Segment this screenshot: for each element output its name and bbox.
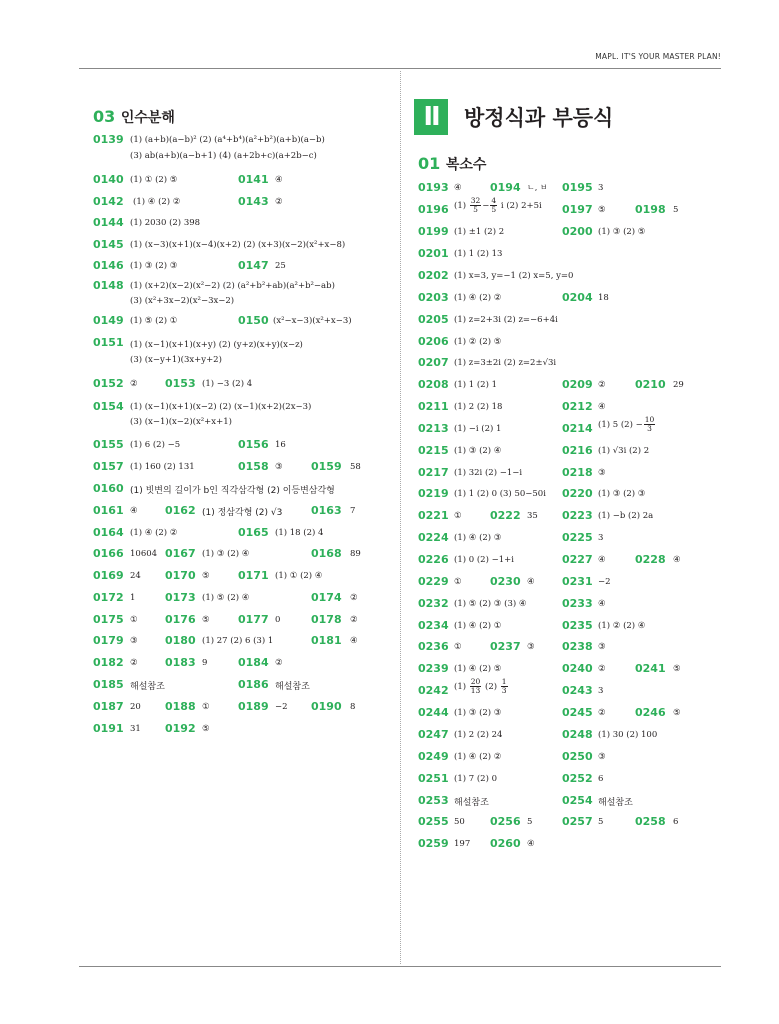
problem-number-0181: 0181 — [311, 634, 342, 647]
problem-number-0211: 0211 — [418, 400, 449, 413]
problem-number-0182: 0182 — [93, 656, 124, 669]
answer-0218: ③ — [598, 468, 606, 478]
problem-number-0188: 0188 — [165, 700, 196, 713]
fraction-denominator: 13 — [470, 686, 481, 695]
answer-0256: 5 — [527, 817, 533, 827]
problem-number-0145: 0145 — [93, 238, 124, 251]
problem-number-0189: 0189 — [238, 700, 269, 713]
chapter-badge: II — [414, 99, 448, 135]
problem-number-0212: 0212 — [562, 400, 593, 413]
problem-number-0143: 0143 — [238, 195, 269, 208]
problem-number-0236: 0236 — [418, 640, 449, 653]
answer-0194: ㄴ, ㅂ — [527, 183, 548, 192]
problem-number-0153: 0153 — [165, 377, 196, 390]
answer-0164: (1) ④ (2) ② — [130, 528, 178, 538]
problem-number-0150: 0150 — [238, 314, 269, 327]
answer-0208: (1) 1 (2) 1 — [454, 380, 498, 390]
top-rule — [79, 68, 721, 69]
problem-number-0243: 0243 — [562, 684, 593, 697]
problem-number-0174: 0174 — [311, 591, 342, 604]
problem-number-0200: 0200 — [562, 225, 593, 238]
answer-0244: (1) ③ (2) ③ — [454, 708, 502, 718]
problem-number-0169: 0169 — [93, 569, 124, 582]
problem-number-0254: 0254 — [562, 794, 593, 807]
problem-number-0258: 0258 — [635, 815, 666, 828]
problem-number-0248: 0248 — [562, 728, 593, 741]
problem-number-0214: 0214 — [562, 422, 593, 435]
answer-0206: (1) ② (2) ⑤ — [454, 337, 502, 347]
answer-0211: (1) 2 (2) 18 — [454, 402, 503, 412]
problem-number-0246: 0246 — [635, 706, 666, 719]
problem-number-0237: 0237 — [490, 640, 521, 653]
header-tagline: MAPL. IT'S YOUR MASTER PLAN! — [595, 52, 721, 61]
problem-number-0240: 0240 — [562, 662, 593, 675]
chapter-title: 방정식과 부등식 — [464, 106, 614, 130]
answer-0171: (1) ① (2) ④ — [275, 571, 323, 581]
answer-0196-rest: i (2) 2+5i — [500, 201, 542, 211]
problem-number-0239: 0239 — [418, 662, 449, 675]
problem-number-0199: 0199 — [418, 225, 449, 238]
problem-number-0230: 0230 — [490, 575, 521, 588]
fraction — [470, 197, 482, 214]
problem-number-0259: 0259 — [418, 837, 449, 850]
problem-number-0235: 0235 — [562, 619, 593, 632]
problem-number-0217: 0217 — [418, 466, 449, 479]
answer-0175: ① — [130, 615, 138, 625]
problem-number-0192: 0192 — [165, 722, 196, 735]
answer-0219: (1) 1 (2) 0 (3) 50−50i — [454, 489, 546, 499]
answer-0207: (1) z=3±2i (2) z=2±√3i — [454, 358, 557, 368]
answer-0249: (1) ④ (2) ② — [454, 752, 502, 762]
answer-0237: ③ — [527, 642, 535, 652]
answer-0188: ① — [202, 702, 210, 712]
answer-0143: ② — [275, 197, 283, 207]
problem-number-0156: 0156 — [238, 438, 269, 451]
problem-number-0140: 0140 — [93, 173, 124, 186]
problem-number-0202: 0202 — [418, 269, 449, 282]
problem-number-0242: 0242 — [418, 684, 449, 697]
answer-0214-label: (1) 5 (2) − — [598, 420, 643, 430]
answer-0215: (1) ③ (2) ④ — [454, 446, 502, 456]
problem-number-0176: 0176 — [165, 613, 196, 626]
problem-number-0144: 0144 — [93, 216, 124, 229]
answer-0146: (1) ③ (2) ③ — [130, 261, 178, 271]
fraction — [501, 678, 508, 695]
answer-0183: 9 — [202, 658, 208, 668]
answer-0147: 25 — [275, 261, 286, 271]
problem-number-0224: 0224 — [418, 531, 449, 544]
answer-0153: (1) −3 (2) 4 — [202, 379, 253, 389]
answer-0149: (1) ⑤ (2) ① — [130, 316, 178, 326]
problem-number-0226: 0226 — [418, 553, 449, 566]
answer-0152: ② — [130, 379, 138, 389]
problem-number-0164: 0164 — [93, 526, 124, 539]
problem-number-0228: 0228 — [635, 553, 666, 566]
problem-number-0147: 0147 — [238, 259, 269, 272]
answer-0212: ④ — [598, 402, 606, 412]
chapter-heading — [414, 99, 613, 135]
answer-0227: ④ — [598, 555, 606, 565]
answer-0242-label: (1) — [454, 682, 467, 692]
problem-number-0227: 0227 — [562, 553, 593, 566]
problem-number-0163: 0163 — [311, 504, 342, 517]
problem-number-0158: 0158 — [238, 460, 269, 473]
problem-number-0139: 0139 — [93, 133, 124, 146]
answer-0196 — [454, 197, 542, 214]
answer-0144: (1) 2030 (2) 398 — [130, 218, 201, 228]
problem-number-0161: 0161 — [93, 504, 124, 517]
answer-0195: 3 — [598, 183, 604, 193]
answer-0178: ② — [350, 615, 358, 625]
answer-0252: 6 — [598, 774, 604, 784]
answer-0186: 해설참조 — [275, 682, 310, 692]
problem-number-0170: 0170 — [165, 569, 196, 582]
fraction-numerator: 10 — [644, 415, 655, 424]
answer-0204: 18 — [598, 293, 609, 303]
problem-number-0151: 0151 — [93, 336, 124, 349]
answer-0185: 해설참조 — [130, 682, 165, 692]
problem-number-0175: 0175 — [93, 613, 124, 626]
problem-number-0159: 0159 — [311, 460, 342, 473]
answer-0193: ④ — [454, 183, 462, 193]
problem-number-0205: 0205 — [418, 313, 449, 326]
problem-number-0251: 0251 — [418, 772, 449, 785]
answer-0250: ③ — [598, 752, 606, 762]
problem-number-0142: 0142 — [93, 195, 124, 208]
fraction-numerator: 1 — [501, 677, 507, 686]
answer-0209: ② — [598, 380, 606, 390]
problem-number-0244: 0244 — [418, 706, 449, 719]
answer-0181: ④ — [350, 636, 358, 646]
problem-number-0231: 0231 — [562, 575, 593, 588]
answer-0217: (1) 32i (2) −1−i — [454, 468, 523, 478]
problem-number-0193: 0193 — [418, 181, 449, 194]
answer-0260: ④ — [527, 839, 535, 849]
answer-0239: (1) ④ (2) ⑤ — [454, 664, 502, 674]
problem-number-0180: 0180 — [165, 634, 196, 647]
answer-0240: ② — [598, 664, 606, 674]
answer-0184: ② — [275, 658, 283, 668]
problem-number-0219: 0219 — [418, 487, 449, 500]
answer-0234: (1) ④ (2) ① — [454, 621, 502, 631]
answer-0161: ④ — [130, 506, 138, 516]
problem-number-0141: 0141 — [238, 173, 269, 186]
problem-number-0220: 0220 — [562, 487, 593, 500]
problem-number-0250: 0250 — [562, 750, 593, 763]
problem-number-0162: 0162 — [165, 504, 196, 517]
problem-number-0166: 0166 — [93, 547, 124, 560]
answer-0253: 해설참조 — [454, 798, 489, 808]
answer-0245: ② — [598, 708, 606, 718]
problem-number-0256: 0256 — [490, 815, 521, 828]
problem-number-0213: 0213 — [418, 422, 449, 435]
problem-number-0148: 0148 — [93, 279, 124, 292]
answer-0151: (1) (x−1)(x+1)(x+y) (2) (y+z)(x+y)(x−z) — [130, 340, 303, 350]
answer-0173: (1) ⑤ (2) ④ — [202, 593, 250, 603]
right-section-title: 복소수 — [445, 157, 487, 173]
answer-0205: (1) z=2+3i (2) z=−6+4i — [454, 315, 558, 325]
answer-0241: ⑤ — [673, 664, 681, 674]
fraction-numerator: 4 — [491, 196, 497, 205]
answer-0141: ④ — [275, 175, 283, 185]
problem-number-0249: 0249 — [418, 750, 449, 763]
answer-0191: 31 — [130, 724, 141, 734]
answer-0200: (1) ③ (2) ⑤ — [598, 227, 646, 237]
problem-number-0172: 0172 — [93, 591, 124, 604]
problem-number-0167: 0167 — [165, 547, 196, 560]
problem-number-0179: 0179 — [93, 634, 124, 647]
right-section-number: 01 — [418, 154, 441, 173]
answer-0235: (1) ② (2) ④ — [598, 621, 646, 631]
answer-0257: 5 — [598, 817, 604, 827]
answer-0198: 5 — [673, 205, 679, 215]
answer-0224: (1) ④ (2) ③ — [454, 533, 502, 543]
problem-number-0247: 0247 — [418, 728, 449, 741]
answer-0197: ⑤ — [598, 205, 606, 215]
answer-0199: (1) ±1 (2) 2 — [454, 227, 505, 237]
problem-number-0257: 0257 — [562, 815, 593, 828]
answer-0196-label: (1) — [454, 201, 467, 211]
problem-number-0190: 0190 — [311, 700, 342, 713]
problem-number-0173: 0173 — [165, 591, 196, 604]
answer-0243: 3 — [598, 686, 604, 696]
fraction — [644, 416, 656, 433]
problem-number-0178: 0178 — [311, 613, 342, 626]
answer-0230: ④ — [527, 577, 535, 587]
answer-0229: ① — [454, 577, 462, 587]
problem-number-0252: 0252 — [562, 772, 593, 785]
problem-number-0201: 0201 — [418, 247, 449, 260]
problem-number-0171: 0171 — [238, 569, 269, 582]
problem-number-0183: 0183 — [165, 656, 196, 669]
answer-0210: 29 — [673, 380, 684, 390]
answer-0165: (1) 18 (2) 4 — [275, 528, 324, 538]
answer-0247: (1) 2 (2) 24 — [454, 730, 503, 740]
answer-0166: 10604 — [130, 549, 158, 559]
answer-0182: ② — [130, 658, 138, 668]
problem-number-0149: 0149 — [93, 314, 124, 327]
problem-number-0223: 0223 — [562, 509, 593, 522]
problem-number-0196: 0196 — [418, 203, 449, 216]
problem-number-0210: 0210 — [635, 378, 666, 391]
problem-number-0234: 0234 — [418, 619, 449, 632]
problem-number-0197: 0197 — [562, 203, 593, 216]
answer-0228: ④ — [673, 555, 681, 565]
answer-0189: −2 — [275, 702, 288, 712]
problem-number-0191: 0191 — [93, 722, 124, 735]
problem-number-0241: 0241 — [635, 662, 666, 675]
problem-number-0208: 0208 — [418, 378, 449, 391]
fraction-numerator: 20 — [470, 677, 481, 686]
problem-number-0225: 0225 — [562, 531, 593, 544]
answer-0213: (1) −i (2) 1 — [454, 424, 502, 434]
problem-number-0245: 0245 — [562, 706, 593, 719]
problem-number-0187: 0187 — [93, 700, 124, 713]
answer-0254: 해설참조 — [598, 798, 633, 808]
answer-0225: 3 — [598, 533, 604, 543]
answer-0163: 7 — [350, 506, 356, 516]
answer-0251: (1) 7 (2) 0 — [454, 774, 498, 784]
answer-0232: (1) ⑤ (2) ③ (3) ④ — [454, 599, 527, 609]
answer-0255: 50 — [454, 817, 465, 827]
answer-0139-cont: (3) ab(a+b)(a−b+1) (4) (a+2b+c)(a+2b−c) — [130, 151, 317, 161]
problem-number-0233: 0233 — [562, 597, 593, 610]
problem-number-0185: 0185 — [93, 678, 124, 691]
answer-0167: (1) ③ (2) ④ — [202, 549, 250, 559]
answer-0151-cont: (3) (x−y+1)(3x+y+2) — [130, 355, 222, 365]
problem-number-0260: 0260 — [490, 837, 521, 850]
problem-number-0218: 0218 — [562, 466, 593, 479]
answer-0242 — [454, 678, 509, 695]
problem-number-0204: 0204 — [562, 291, 593, 304]
problem-number-0155: 0155 — [93, 438, 124, 451]
right-section-heading — [418, 154, 486, 174]
answer-0242-part2: (2) — [485, 682, 498, 692]
problem-number-0198: 0198 — [635, 203, 666, 216]
answer-0154-cont: (3) (x−1)(x−2)(x²+x+1) — [130, 417, 232, 427]
problem-number-0216: 0216 — [562, 444, 593, 457]
problem-number-0152: 0152 — [93, 377, 124, 390]
answer-0176: ⑤ — [202, 615, 210, 625]
left-section-heading — [93, 107, 175, 127]
answer-0202: (1) x=3, y=−1 (2) x=5, y=0 — [454, 271, 574, 281]
answer-0238: ③ — [598, 642, 606, 652]
answer-0162: (1) 정삼각형 (2) √3 — [202, 508, 283, 518]
answer-0158: ③ — [275, 462, 283, 472]
answer-0259: 197 — [454, 839, 471, 849]
problem-number-0160: 0160 — [93, 482, 124, 495]
answer-0148: (1) (x+2)(x−2)(x²−2) (2) (a²+b²+ab)(a²+b²−ab) — [130, 281, 335, 291]
answer-0140: (1) ① (2) ⑤ — [130, 175, 178, 185]
problem-number-0146: 0146 — [93, 259, 124, 272]
answer-0172: 1 — [130, 593, 136, 603]
problem-number-0232: 0232 — [418, 597, 449, 610]
fraction-denominator: 5 — [473, 205, 478, 214]
fraction-numerator: 32 — [470, 196, 481, 205]
answer-0246: ⑤ — [673, 708, 681, 718]
problem-number-0184: 0184 — [238, 656, 269, 669]
answer-0168: 89 — [350, 549, 361, 559]
problem-number-0229: 0229 — [418, 575, 449, 588]
answer-0233: ④ — [598, 599, 606, 609]
answer-0157: (1) 160 (2) 131 — [130, 462, 195, 472]
left-section-title: 인수분해 — [120, 110, 175, 126]
answer-0190: 8 — [350, 702, 356, 712]
answer-0201: (1) 1 (2) 13 — [454, 249, 503, 259]
answer-0177: 0 — [275, 615, 281, 625]
problem-number-0186: 0186 — [238, 678, 269, 691]
minus-sign: − — [482, 201, 490, 211]
answer-0174: ② — [350, 593, 358, 603]
answer-0145: (1) (x−3)(x+1)(x−4)(x+2) (2) (x+3)(x−2)(x²+x−8) — [130, 240, 346, 250]
answer-0159: 58 — [350, 462, 361, 472]
answer-0221: ① — [454, 511, 462, 521]
problem-number-0154: 0154 — [93, 400, 124, 413]
answer-0148-cont: (3) (x²+3x−2)(x²−3x−2) — [130, 296, 235, 306]
problem-number-0203: 0203 — [418, 291, 449, 304]
answer-0139: (1) (a+b)(a−b)² (2) (a⁴+b⁴)(a²+b²)(a+b)(a−b) — [130, 135, 325, 145]
answer-0160: (1) 빗변의 길이가 b인 직각삼각형 (2) 이등변삼각형 — [130, 486, 335, 496]
fraction-denominator: 3 — [647, 424, 652, 433]
column-divider — [400, 71, 401, 964]
problem-number-0157: 0157 — [93, 460, 124, 473]
problem-number-0194: 0194 — [490, 181, 521, 194]
answer-0223: (1) −b (2) 2a — [598, 511, 654, 521]
problem-number-0253: 0253 — [418, 794, 449, 807]
answer-0222: 35 — [527, 511, 538, 521]
fraction-denominator: 3 — [501, 686, 507, 695]
problem-number-0238: 0238 — [562, 640, 593, 653]
problem-number-0255: 0255 — [418, 815, 449, 828]
answer-0231: −2 — [598, 577, 611, 587]
problem-number-0209: 0209 — [562, 378, 593, 391]
answer-0150: (x²−x−3)(x²+x−3) — [273, 316, 352, 326]
answer-0169: 24 — [130, 571, 141, 581]
answer-0187: 20 — [130, 702, 141, 712]
answer-0203: (1) ④ (2) ② — [454, 293, 502, 303]
answer-0180: (1) 27 (2) 6 (3) 1 — [202, 636, 274, 646]
problem-number-0222: 0222 — [490, 509, 521, 522]
problem-number-0206: 0206 — [418, 335, 449, 348]
answer-0248: (1) 30 (2) 100 — [598, 730, 658, 740]
answer-0216: (1) √3i (2) 2 — [598, 446, 650, 456]
problem-number-0168: 0168 — [311, 547, 342, 560]
answer-0170: ⑤ — [202, 571, 210, 581]
problem-number-0207: 0207 — [418, 356, 449, 369]
answer-0155: (1) 6 (2) −5 — [130, 440, 181, 450]
answer-0179: ③ — [130, 636, 138, 646]
fraction — [470, 678, 482, 695]
problem-number-0165: 0165 — [238, 526, 269, 539]
problem-number-0221: 0221 — [418, 509, 449, 522]
problem-number-0177: 0177 — [238, 613, 269, 626]
answer-0156: 16 — [275, 440, 286, 450]
answer-0226: (1) 0 (2) −1+i — [454, 555, 514, 565]
problem-number-0215: 0215 — [418, 444, 449, 457]
answer-0220: (1) ③ (2) ③ — [598, 489, 646, 499]
answer-0142: (1) ④ (2) ② — [133, 197, 181, 207]
fraction-denominator: 5 — [491, 205, 497, 214]
left-section-number: 03 — [93, 107, 116, 126]
problem-number-0195: 0195 — [562, 181, 593, 194]
answer-0258: 6 — [673, 817, 679, 827]
bottom-rule — [79, 966, 721, 967]
answer-0214 — [598, 416, 656, 433]
answer-0236: ① — [454, 642, 462, 652]
answer-0192: ⑤ — [202, 724, 210, 734]
answer-0154: (1) (x−1)(x+1)(x−2) (2) (x−1)(x+2)(2x−3) — [130, 402, 312, 412]
fraction — [490, 197, 497, 214]
